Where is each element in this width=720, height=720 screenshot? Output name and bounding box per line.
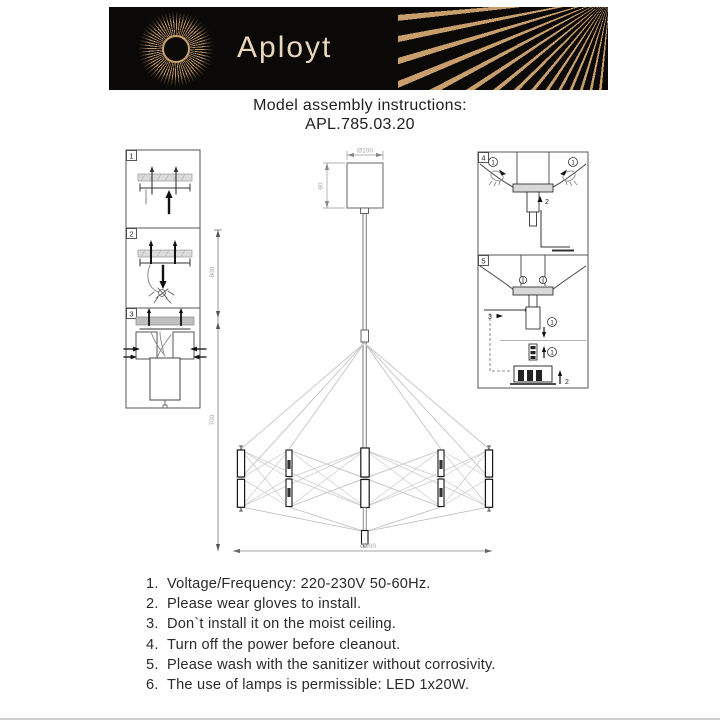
cable-end — [163, 405, 167, 408]
step2-label: 2 — [129, 229, 134, 239]
item-number: 3. — [146, 616, 159, 633]
step4-label: 4 — [481, 153, 486, 163]
instruction-item — [146, 635, 616, 655]
item-text: Turn off the power before cleanout. — [167, 636, 401, 653]
connector-body — [526, 307, 540, 329]
cone-collar — [513, 287, 553, 295]
item-number: 6. — [146, 677, 159, 694]
svg-text:1: 1 — [491, 159, 495, 167]
ceiling-hatch — [138, 250, 192, 257]
stem — [529, 295, 537, 307]
item-text: Please wash with the sanitizer without corrosivity. — [167, 656, 496, 673]
instruction-item — [146, 574, 616, 594]
ceiling-hatch — [136, 317, 194, 325]
page-title: Model assembly instructions: — [253, 97, 467, 114]
step3-label: 3 — [129, 309, 134, 319]
instruction-list — [146, 574, 616, 695]
step5-label: 5 — [481, 256, 486, 266]
suspension-length-label: 800 — [209, 266, 216, 278]
instruction-item — [146, 614, 616, 634]
ceiling-hatch — [138, 174, 192, 181]
instruction-item — [146, 675, 616, 695]
svg-text:1: 1 — [550, 349, 554, 357]
canopy-height-label: 80 — [317, 182, 325, 190]
item-text: Voltage/Frequency: 220-230V 50-60Hz. — [167, 576, 431, 592]
item-number: 5. — [146, 656, 159, 673]
item-text: The use of lamps is permissible: LED 1x20W. — [167, 677, 470, 694]
svg-text:1: 1 — [571, 159, 575, 167]
suspension-rod — [361, 208, 369, 448]
diameter-dimension-line — [233, 543, 492, 553]
canopy-cup — [150, 358, 180, 400]
fixture-height-label: 700 — [209, 414, 216, 426]
item-text: Don`t install it on the moist ceiling. — [167, 616, 397, 633]
instruction-item — [146, 655, 616, 675]
item-number: 1. — [146, 576, 159, 592]
lamp-connector — [529, 344, 537, 360]
lamp-socket — [510, 366, 556, 384]
tube-lamps — [237, 446, 492, 548]
fixture-diameter-label: Ø600 — [360, 543, 376, 550]
canopy-diameter-label: Ø100 — [357, 147, 373, 155]
svg-text:1: 1 — [550, 319, 554, 327]
svg-text:2: 2 — [545, 199, 549, 206]
ceiling-canopy — [347, 163, 383, 208]
main-fixture-drawing — [233, 148, 493, 554]
brand-name: Aployt — [237, 31, 333, 64]
step1-label: 1 — [129, 151, 134, 161]
left-step-panel — [124, 150, 206, 408]
right-step-panel — [478, 152, 588, 388]
item-text: Please wear gloves to install. — [167, 596, 362, 613]
item-number: 2. — [146, 596, 159, 613]
svg-text:2: 2 — [565, 379, 569, 386]
height-dimension-line — [209, 230, 222, 551]
instruction-item — [146, 594, 616, 614]
svg-text:3: 3 — [488, 314, 492, 321]
item-number: 4. — [146, 636, 159, 653]
cone-collar — [513, 184, 553, 192]
model-number: APL.785.03.20 — [305, 116, 415, 133]
